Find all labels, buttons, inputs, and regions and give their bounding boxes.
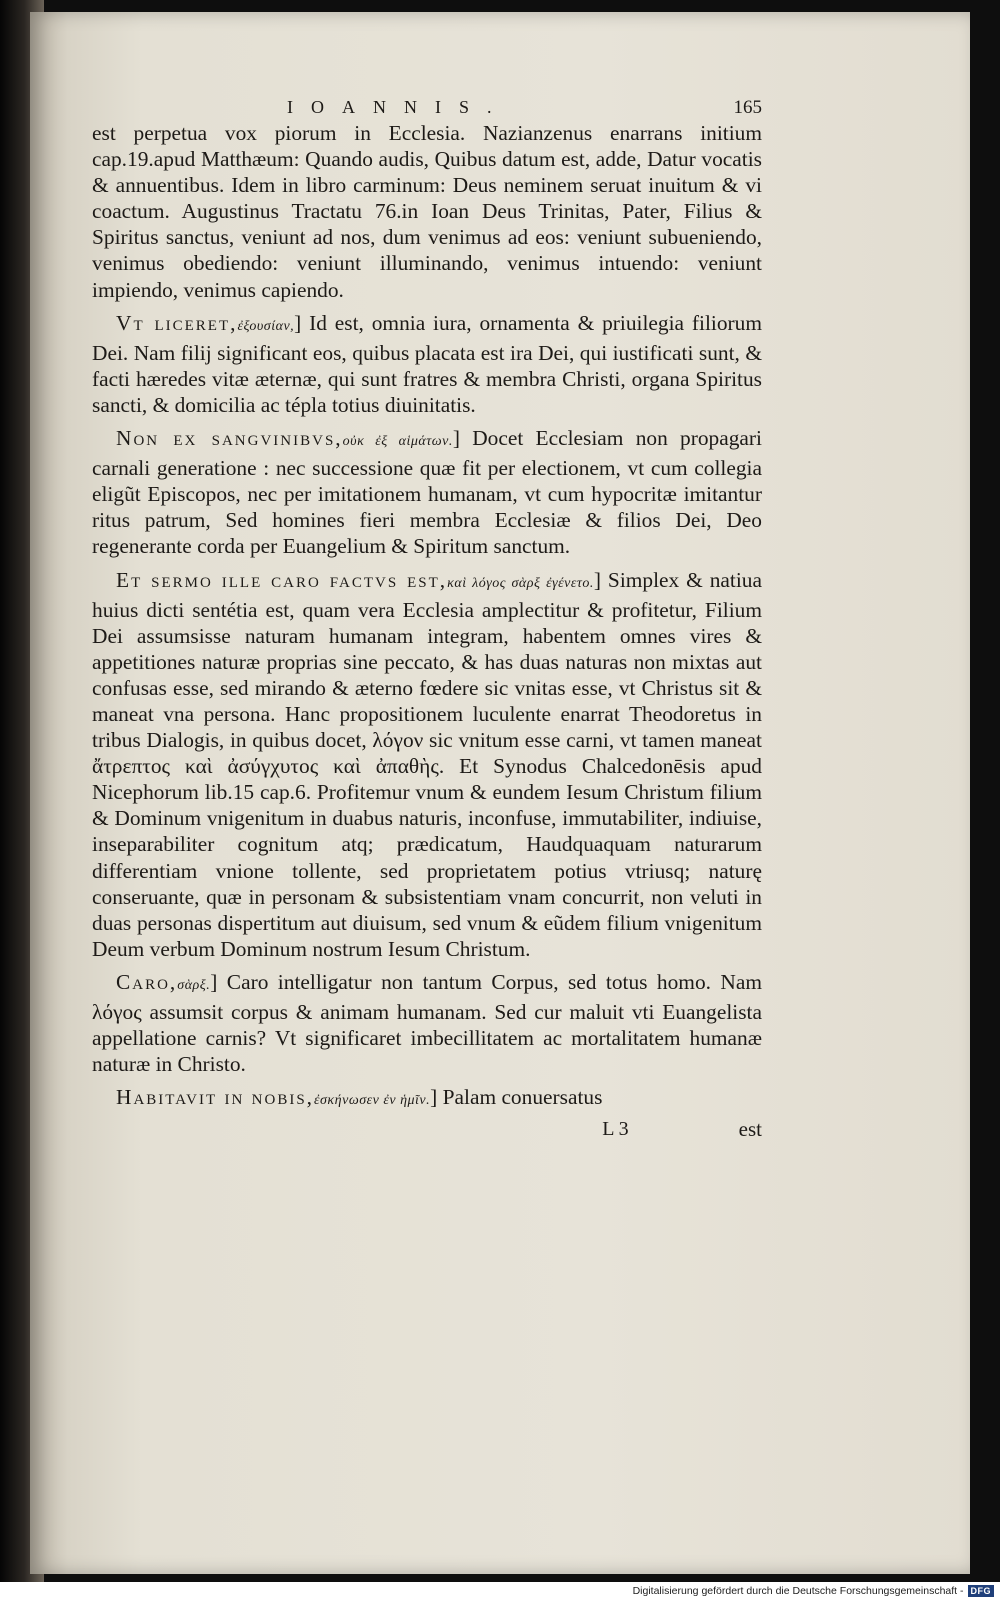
lemma: Habitavit in nobis, [116,1085,315,1110]
lemma: Caro, [116,969,178,994]
dfg-logo: DFG [968,1585,995,1597]
greek-term: οὐκ ἐξ αἱμάτων. [342,434,453,450]
attribution-text: Digitalisierung gefördert durch die Deutsche Forschungsgemeinschaft - [632,1585,964,1597]
paragraph-caro [92,969,762,1077]
page-text-block [92,94,762,1142]
greek-term: ἐσκήνωσεν ἐν ἡμῖν. [314,1093,431,1109]
paragraph-et-sermo [92,567,762,962]
page-number: 165 [733,97,762,118]
signature-mark: L 3 [602,1118,629,1141]
paragraph-continuation [92,120,762,303]
lemma: Vt liceret, [116,310,238,335]
running-title: IOANNIS. [287,97,510,117]
catchword: est [738,1117,762,1142]
paragraph-text: ] Palam conuersatus [430,1085,603,1110]
book-page [30,12,970,1574]
paragraph-text: est perpetua vox piorum in Ecclesia. Nazianzenus enarrans initium cap.19.apud Matthæum: Quando audis, Quibus datum est, adde, Datur vocatis & annuentibus. Idem in libro carminum: Deus neminem seruat inuitum & vi coactum. Augustinus Tractatu 76.in Ioan Deus Trinitas, Pater, Filius & Spiritus sanctus, veniunt ad nos, dum venimus ad eos: veniunt subueniendo, venimus obediendo: veniunt illuminando, venimus intuendo: veniunt impiendo, venimus capiendo. [92,121,762,302]
page-footer [92,1116,762,1142]
paragraph-non-ex-sanguinibus [92,425,762,559]
lemma: Et sermo ille caro factvs est, [116,567,448,592]
paragraph-ut-liceret [92,310,762,418]
lemma: Non ex sangvinibvs, [116,426,343,451]
greek-term: ἐξουσίαν, [237,318,295,334]
greek-term: καὶ λόγος σὰρξ ἐγένετο. [447,575,594,591]
paragraph-habitavit [92,1084,762,1114]
paragraph-text: ] Id est, omnia iura, ornamenta & priuilegia filiorum Dei. Nam filij significant eos, quibus placata est ira Dei, qui iustificati sunt, & facti hæredes vitæ æternæ, qui sunt fratres & membra Christi, organa Spiritus sancti, & domicilia ac tépla totius diuinitatis. [92,310,762,417]
paragraph-text: ] Docet Ecclesiam non propagari carnali generatione : nec successione quæ fit per electionem, vt cum collegia eligũt Episcopos, nec per imitationem humanam, vt cum hypocritæ imitantur ritus patrum, Sed homines fieri membra Ecclesiæ & filios Dei, Deo regenerante corda per Euangelium & Spiritum sanctum. [92,426,762,559]
paragraph-text: ] Caro intelligatur non tantum Corpus, sed totus homo. Nam λόγος assumsit corpus & animam humanam. Sed cur maluit vti Euangelista appellatione carnis? Vt significaret imbecillitatem ac mortalitatem humanæ naturæ in Christo. [92,969,762,1077]
attribution-bar [0,1582,1000,1600]
greek-term: σὰρξ. [177,977,211,993]
running-header [287,94,762,120]
paragraph-text: ] Simplex & natiua huius dicti sentétia est, quam vera Ecclesia amplectitur & profitetur, Filium Dei assumsisse naturam humanam integram, habentem omnes vires & appetitiones naturæ proprias sine peccato, & has duas naturas non mixtas aut confusas esse, sed mirando & æterno fœdere sic vnitas esse, vt Christus sit & maneat vna persona. Hanc propositionem luculente enarrat Theodoretus in tribus Dialogis, in quibus docet, λόγον sic vnitum esse carni, vt tamen maneat ἄτρεπτος καὶ ἀσύγχυτος καὶ ἀπαθὴς. Et Synodus Chalcedonēsis apud Nicephorum lib.15 cap.6. Profitemur vnum & eundem Iesum Christum filium & Dominum vnigenitum in duabus naturis, inconfuse, immutabiliter, indiuise, inseparabiliter cognitum atq; prædicatum, Haudquaquam naturarum differentiam vnione tollente, sed proprietatem potius vtriusq; naturę conseruante, quæ in personam & subsistentiam vnam concurrit, non veluti in duas personas dispertitum aut diuisum, sed vnum & eũdem filium vnigenitum Deum verbum Dominum nostrum Iesum Christum. [92,567,762,961]
